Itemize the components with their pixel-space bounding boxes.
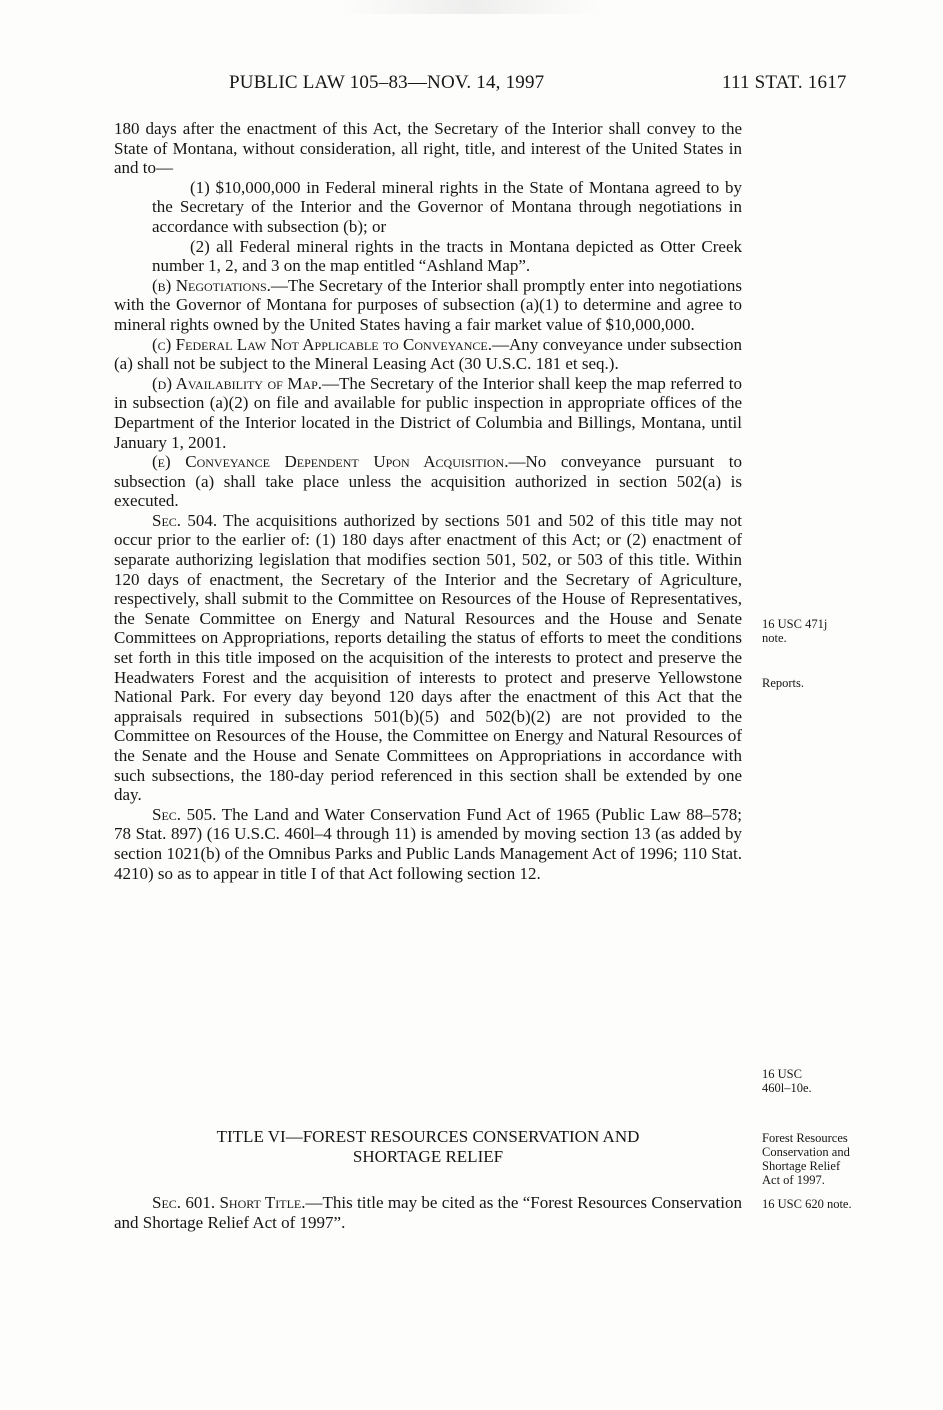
title-vi-line-2: SHORTAGE RELIEF bbox=[352, 1146, 504, 1166]
margin-note-short-title bbox=[762, 1131, 850, 1187]
margin-note-16-usc-460l bbox=[762, 1067, 812, 1095]
margin-note-line: Conservation and bbox=[762, 1145, 850, 1159]
statute-reference: 111 STAT. 1617 bbox=[722, 72, 847, 93]
margin-note-line: Shortage Relief bbox=[762, 1159, 841, 1173]
paragraph-a-item-1: (1) $10,000,000 in Federal mineral rights in the State of Montana agreed to by the Secretary of the Interior and the Governor of Montana through negotiations in accordance with subsection (b); or bbox=[152, 177, 742, 236]
subsection-e-heading: (e) Conveyance Dependent Upon Acquisition. bbox=[152, 452, 509, 472]
section-504-heading: Sec. 504. bbox=[152, 510, 218, 530]
section-601 bbox=[114, 1193, 742, 1232]
subsection-c bbox=[114, 335, 742, 374]
subsection-c-heading: (c) Federal Law Not Applicable to Conveyance. bbox=[152, 334, 492, 354]
margin-note-line: note. bbox=[762, 631, 787, 645]
running-head: PUBLIC LAW 105–83—NOV. 14, 1997 bbox=[229, 72, 545, 93]
section-505-body: The Land and Water Conservation Fund Act of 1965 (Public Law 88–578; 78 Stat. 897) (16 U.S.C. 460l–4 through 11) is amended by moving section 13 (as added by section 1021(b) of the Omnibus Parks and Public Lands Management Act of 1996; 110 Stat. 4210) so as to appear in title I of that Act following section 12. bbox=[114, 804, 742, 883]
section-504-body: The acquisitions authorized by sections 501 and 502 of this title may not occur prior to the earlier of: (1) 180 days after enactment of this Act; or (2) enactment of separate authorizing legislation that modifies section 501, 502, or 503 of this title. Within 120 days of enactment, the Secretary of the Interior and the Secretary of Agriculture, respectively, shall submit to the Committee on Resources of the House of Representatives, the Senate Committee on Energy and Natural Resources and the House and Senate Committees on Appropriations, reports detailing the status of efforts to meet the conditions set forth in this title imposed on the acquisition of the interests to protect and preserve the Headwaters Forest and the acquisition of interests to protect and preserve Yellowstone National Park. For every day beyond 120 days after the enactment of this Act that the appraisals required in subsections 501(b)(5) and 502(b)(2) are not provided to the Committee on Resources of the House, the Committee on Energy and Natural Resources of the Senate and the House and Senate Committees on Appropriations in accordance with such subsections, the 180-day period referenced in this section shall be extended by one day. bbox=[114, 510, 742, 805]
subsection-b bbox=[114, 276, 742, 335]
section-505 bbox=[114, 805, 742, 883]
margin-note-16-usc-620 bbox=[762, 1197, 852, 1211]
subsection-d-heading: (d) Availability of Map. bbox=[152, 373, 323, 393]
scan-artifact bbox=[340, 0, 600, 14]
section-601-heading: Sec. 601. Short Title. bbox=[152, 1193, 306, 1212]
section-601-block bbox=[114, 1193, 742, 1232]
subsection-c-body: —Any conveyance under subsection (a) shall not be subject to the Mineral Leasing Act (30 U.S.C. 181 et seq.). bbox=[114, 334, 743, 374]
section-601-body: —This title may be cited as the “Forest Resources Conservation and Shortage Relief Act of 1997”. bbox=[114, 1193, 742, 1232]
margin-note-line: 460l–10e. bbox=[762, 1081, 812, 1095]
paragraph-a-item-2: (2) all Federal mineral rights in the tracts in Montana depicted as Otter Creek number 1, 2, and 3 on the map entitled “Ashland Map”. bbox=[152, 236, 742, 276]
title-vi-heading bbox=[114, 1127, 742, 1166]
subsection-d-body: —The Secretary of the Interior shall keep the map referred to in subsection (a)(2) on file and available for public inspection in appropriate offices of the Department of the Interior located in the District of Columbia and Billings, Montana, until January 1, 2001. bbox=[114, 373, 742, 452]
section-505-heading: Sec. 505. bbox=[152, 804, 217, 824]
subsection-d bbox=[114, 374, 742, 452]
paragraph-a-continuation: 180 days after the enactment of this Act, the Secretary of the Interior shall convey to the State of Montana, without consideration, all right, title, and interest of the United States in and to— bbox=[114, 119, 742, 178]
margin-note-16-usc-471j bbox=[762, 617, 827, 645]
margin-note-line: 16 USC bbox=[762, 1067, 802, 1081]
margin-note-line: 16 USC 471j bbox=[762, 617, 828, 631]
subsection-b-body: —The Secretary of the Interior shall promptly enter into negotiations with the Governor of Montana for purposes of subsection (a)(1) to determine and agree to mineral rights owned by the United States having a fair market value of $10,000,000. bbox=[114, 275, 742, 334]
section-504 bbox=[114, 511, 742, 805]
subsection-e-body: —No conveyance pursuant to subsection (a) shall take place unless the acquisition authorized in section 502(a) is executed. bbox=[114, 452, 742, 511]
main-body-text bbox=[114, 119, 742, 883]
margin-note-line: Reports. bbox=[762, 676, 805, 690]
subsection-b-heading: (b) Negotiations. bbox=[152, 275, 271, 295]
margin-note-line: Act of 1997. bbox=[762, 1173, 825, 1187]
margin-note-line: Forest Resources bbox=[762, 1131, 848, 1145]
title-vi-line-1: TITLE VI—FOREST RESOURCES CONSERVATION AND bbox=[216, 1127, 640, 1146]
subsection-e bbox=[114, 452, 742, 511]
margin-note-line: 16 USC 620 note. bbox=[762, 1197, 852, 1211]
margin-note-reports bbox=[762, 676, 804, 690]
